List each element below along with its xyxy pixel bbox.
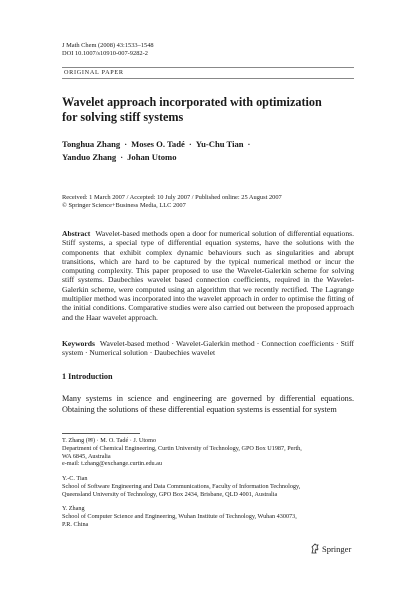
footnote-affiliation-1 <box>62 437 362 468</box>
author-separator: · <box>247 139 251 149</box>
publisher-name: Springer <box>322 543 352 554</box>
footnote-affiliation-2 <box>62 475 362 498</box>
abstract-text: Wavelet-based methods open a door for numerical solution of differential equations. Stiff systems, a special type of differential equation systems, have the solutions with the components that exhibit complex dynamic behaviours such as singularities and abrupt transitions, which are hard to be captured by the typical numerical method or incur the computing complexity. This paper proposed to use the Wavelet-Galerkin scheme for solving stiff systems. Daubechies wavelet based connection coefficients, required in the Wavelet-Galerkin scheme, were computed using an algorithm that we recently rectified. The Lagrange multiplier method was incorporated into the wavelet approach in order to optimise the fitting of the initial conditions. Comparative studies were also carried out between the proposed approach and the Haar wavelet approach. <box>62 229 354 322</box>
journal-citation <box>62 42 362 58</box>
title-line-1: Wavelet approach incorporated with optimization <box>62 95 322 109</box>
author-separator: · <box>120 151 124 162</box>
author-list <box>62 138 362 163</box>
article-type-rule-top <box>62 67 354 68</box>
history-dates: Received: 1 March 2007 / Accepted: 10 July 2007 / Published online: 25 August 2007 <box>62 194 282 201</box>
footnote-names: T. Zhang (✉) · M. O. Tadé · J. Utomo <box>62 437 157 444</box>
title-line-2: for solving stiff systems <box>62 110 184 124</box>
keywords-text: Wavelet-based method · Wavelet-Galerkin method · Connection coefficients · Stiff system · Numerical solution · Daubechies wavelet <box>62 339 355 358</box>
footnote-address: Queensland University of Technology, GPO Box 2434, Brisbane, QLD 4001, Australia <box>62 490 278 498</box>
journal-reference: J Math Chem (2008) 43:1533–1548 <box>62 42 154 49</box>
author-separator: · <box>124 139 128 149</box>
paper-title <box>62 95 362 125</box>
author-name: Moses O. Tadé <box>131 139 185 149</box>
author-name: Tonghua Zhang <box>62 139 121 149</box>
footnote-address: School of Software Engineering and Data Communications, Faculty of Information Technology, <box>62 482 301 490</box>
keywords <box>62 339 354 358</box>
introduction-text: Many systems in science and engineering are governed by differential equations. Obtaining the solutions of these differential equation systems is essential for system <box>62 394 354 414</box>
abstract <box>62 229 354 322</box>
copyright: © Springer Science+Business Media, LLC 2007 <box>62 202 186 210</box>
author-name: Johan Utomo <box>127 151 177 162</box>
footnote-email: e-mail: t.zhang@exchange.curtin.edu.au <box>62 460 163 468</box>
footnote-names: Y. Zhang <box>62 505 85 512</box>
publisher-logo <box>310 543 351 554</box>
doi: DOI 10.1007/s10910-007-9282-2 <box>62 50 148 57</box>
springer-horse-icon <box>310 543 320 554</box>
footnote-address: School of Computer Science and Engineering, Wuhan Institute of Technology, Wuhan 430073, <box>62 512 297 520</box>
abstract-label: Abstract <box>62 229 91 238</box>
footnote-address: Department of Chemical Engineering, Curtin University of Technology, GPO Box U1987, Perth, <box>62 444 302 452</box>
keywords-label: Keywords <box>62 339 95 348</box>
footnote-address: WA 6845, Australia <box>62 452 111 460</box>
section-heading: 1 Introduction <box>62 372 113 381</box>
article-type-rule-bottom <box>62 78 354 79</box>
author-name: Yanduo Zhang <box>62 151 117 162</box>
author-separator: · <box>188 139 192 149</box>
footnote-address: P.R. China <box>62 520 89 528</box>
publication-dates <box>62 194 362 210</box>
footnote-rule <box>62 433 140 434</box>
footnote-names: Y.-C. Tian <box>62 475 88 482</box>
author-name: Yu-Chu Tian <box>195 139 244 149</box>
article-type: ORIGINAL PAPER <box>64 69 124 76</box>
footnote-affiliation-3 <box>62 505 362 528</box>
